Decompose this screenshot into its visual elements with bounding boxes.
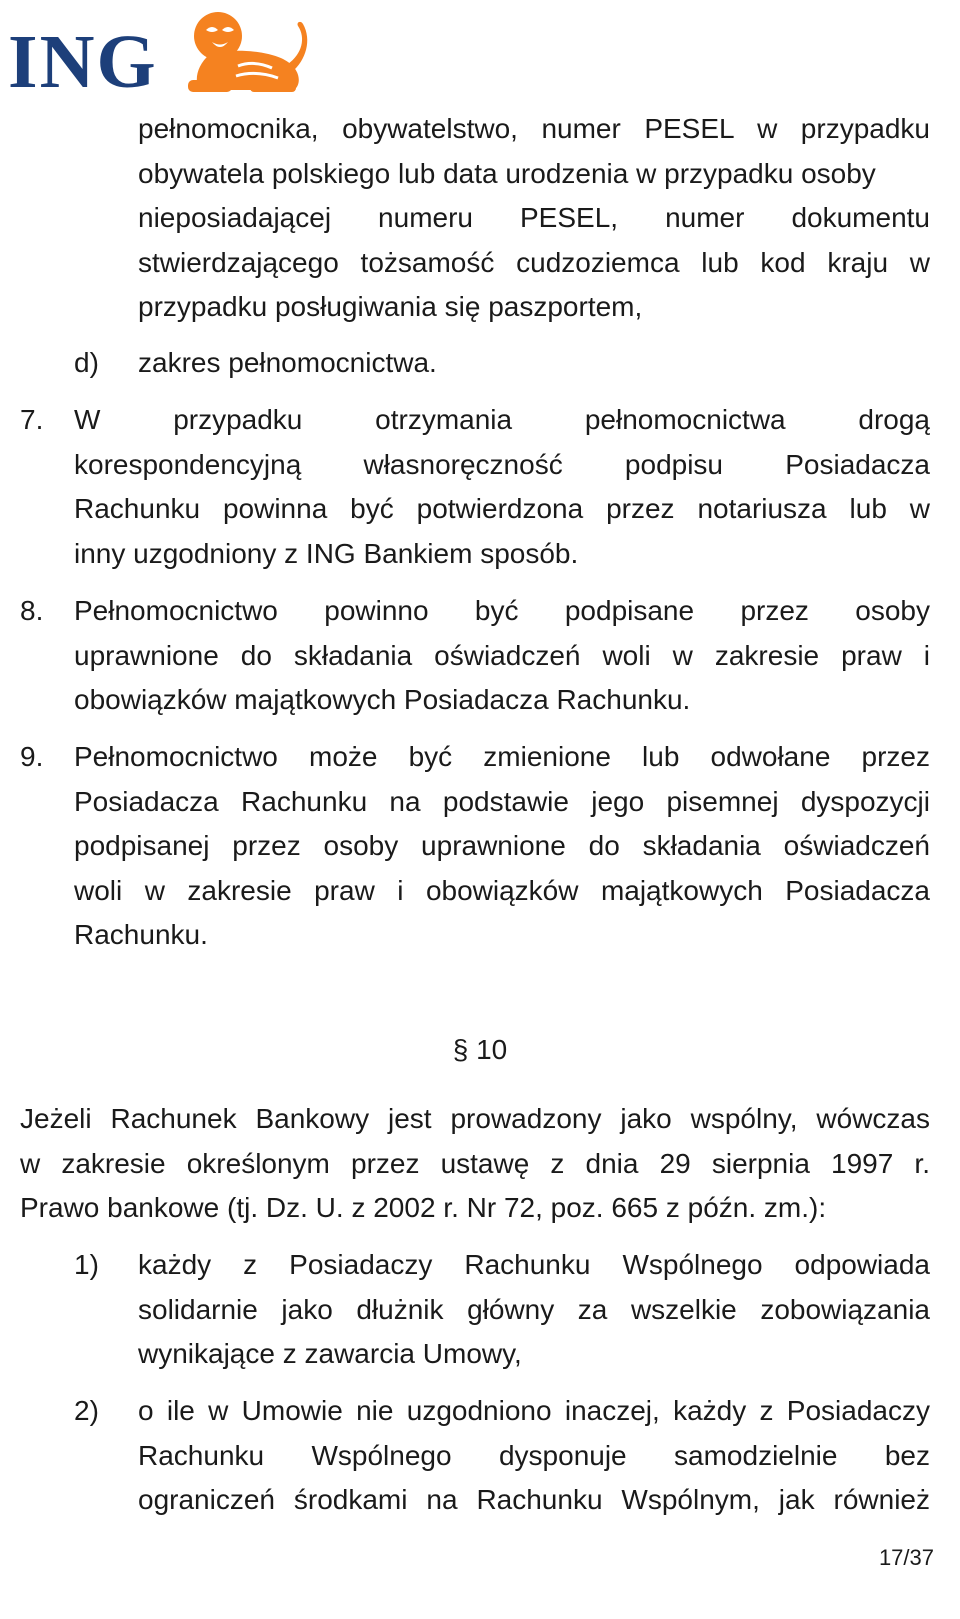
text-line: Rachunku. xyxy=(74,919,208,950)
logo-wordmark: ING xyxy=(8,20,158,104)
intro-paragraph xyxy=(20,1097,930,1231)
continued-paragraph xyxy=(138,107,930,330)
text-line: Pełnomocnictwo może być zmienione lub odwołane przez xyxy=(74,741,930,772)
text-line: Jeżeli Rachunek Bankowy jest prowadzony jako wspólny, wówczas xyxy=(20,1103,930,1134)
text-line: Rachunku Wspólnego dysponuje samodzielnie bez xyxy=(138,1439,930,1471)
text-line: każdy z Posiadaczy Rachunku Wspólnego odpowiada xyxy=(138,1249,930,1280)
clause-8 xyxy=(74,589,930,723)
list-marker-1: 1) xyxy=(74,1249,99,1280)
text-line: obywatela polskiego lub data urodzenia w przypadku osoby xyxy=(138,157,876,189)
text-line: pełnomocnika, obywatelstwo, numer PESEL w przypadku xyxy=(138,113,930,144)
text-line: korespondencyjną własnoręczność podpisu Posiadacza xyxy=(74,448,930,480)
text-line: W przypadku otrzymania pełnomocnictwa drogą xyxy=(74,404,930,435)
list-marker-9: 9. xyxy=(20,741,44,772)
text-line: Prawo bankowe (tj. Dz. U. z 2002 r. Nr 72, poz. 665 z późn. zm.): xyxy=(20,1192,827,1223)
clause-7 xyxy=(74,398,930,576)
text-line: przypadku posługiwania się paszportem, xyxy=(138,291,643,322)
list-marker-d: d) xyxy=(74,347,99,378)
text-line: stwierdzającego tożsamość cudzoziemca lub kod kraju w xyxy=(138,246,930,278)
lion-icon xyxy=(180,10,312,96)
subclause-2 xyxy=(138,1389,930,1523)
text-line: uprawnione do składania oświadczeń woli w zakresie praw i xyxy=(74,639,930,671)
clause-d-text: zakres pełnomocnictwa. xyxy=(138,347,437,378)
text-line: podpisanej przez osoby uprawnione do składania oświadczeń xyxy=(74,830,930,861)
text-line: solidarnie jako dłużnik główny za wszelkie zobowiązania xyxy=(138,1293,930,1325)
text-line: Pełnomocnictwo powinno być podpisane przez osoby xyxy=(74,595,930,626)
subclause-1 xyxy=(138,1243,930,1377)
text-line: wynikające z zawarcia Umowy, xyxy=(138,1338,522,1369)
text-line: Rachunku powinna być potwierdzona przez notariusza lub w xyxy=(74,493,930,524)
clause-9 xyxy=(74,735,930,958)
text-line: inny uzgodniony z ING Bankiem sposób. xyxy=(74,537,579,569)
text-line: w zakresie określonym przez ustawę z dnia 29 sierpnia 1997 r. xyxy=(20,1147,930,1179)
text-line: woli w zakresie praw i obowiązków majątkowych Posiadacza xyxy=(74,874,930,906)
text-line: obowiązków majątkowych Posiadacza Rachunku. xyxy=(74,684,691,715)
section-heading: § 10 xyxy=(452,1034,508,1065)
list-marker-7: 7. xyxy=(20,404,44,435)
text-line: nieposiadającej numeru PESEL, numer dokumentu xyxy=(138,202,930,233)
ing-logo xyxy=(8,10,308,104)
text-line: ograniczeń środkami na Rachunku Wspólnym, jak również xyxy=(138,1484,930,1515)
list-marker-8: 8. xyxy=(20,595,44,626)
list-marker-2: 2) xyxy=(74,1395,99,1426)
text-line: Posiadacza Rachunku na podstawie jego pisemnej dyspozycji xyxy=(74,785,930,817)
page-number: 17/37 xyxy=(878,1545,934,1570)
text-line: o ile w Umowie nie uzgodniono inaczej, każdy z Posiadaczy xyxy=(138,1395,930,1426)
